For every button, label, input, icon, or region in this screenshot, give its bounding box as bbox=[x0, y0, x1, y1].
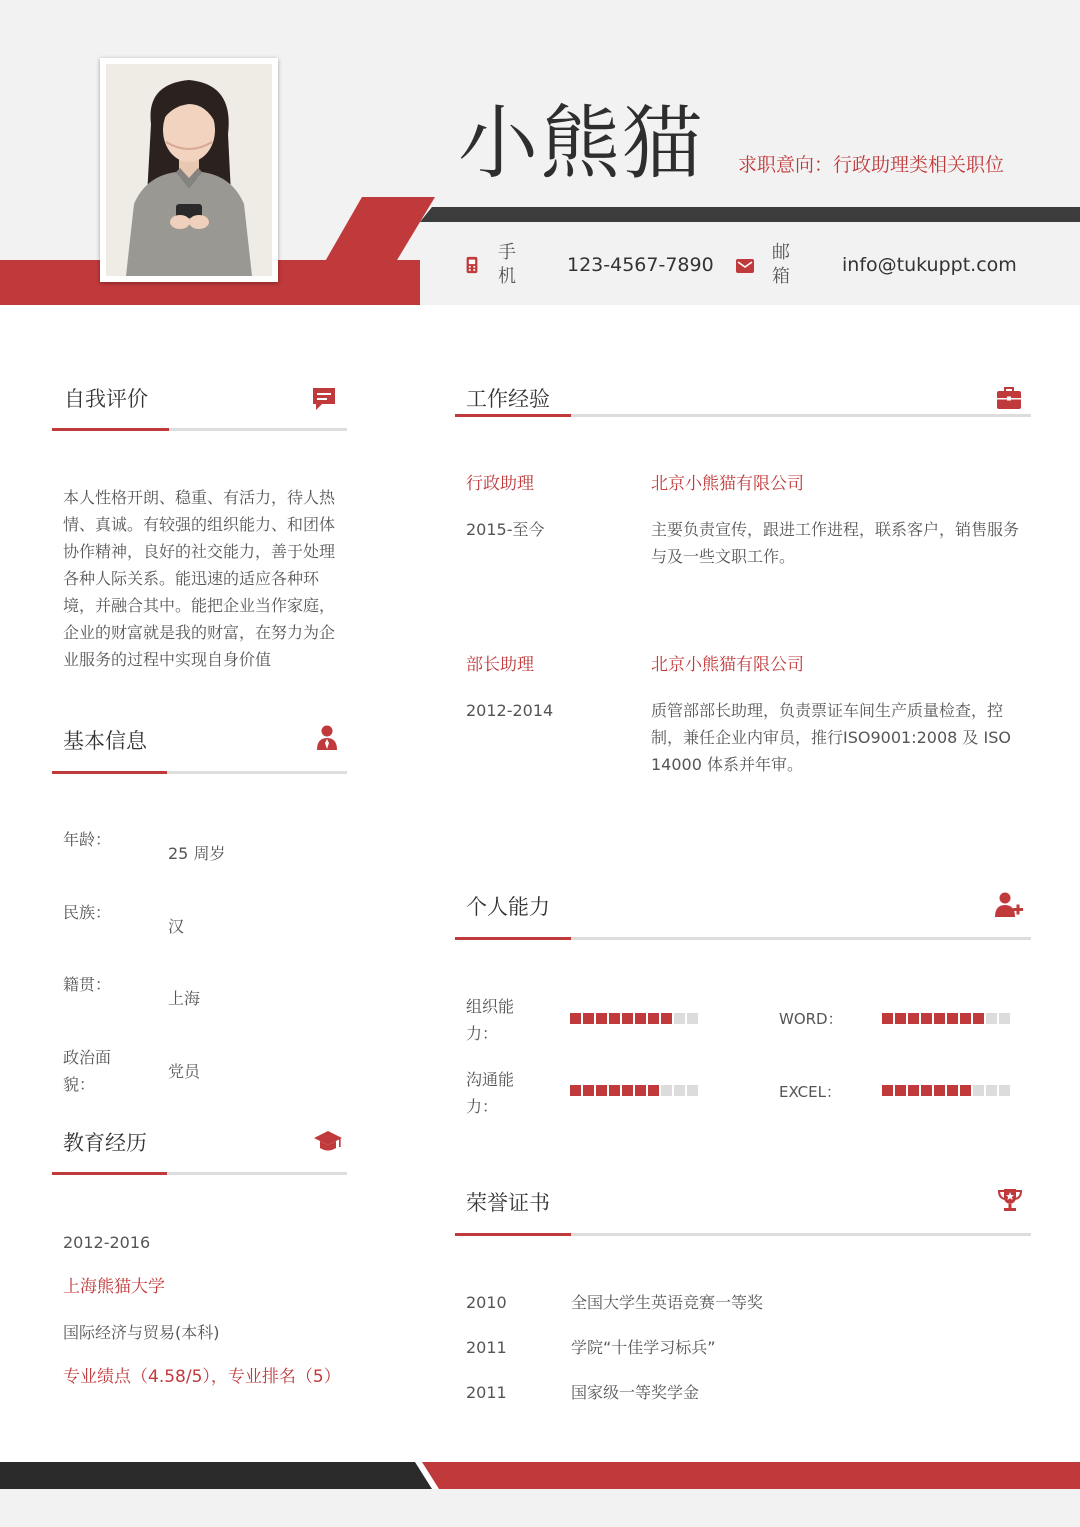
email-address: info@tukuppt.com bbox=[842, 254, 1017, 276]
skill-bar-segment bbox=[596, 1013, 607, 1024]
phone-number: 123-4567-7890 bbox=[567, 254, 714, 276]
skill-bar-segment bbox=[674, 1013, 685, 1024]
skill-bar-segment bbox=[648, 1085, 659, 1096]
skill-bar-segment bbox=[895, 1085, 906, 1096]
section-title-honors: 荣誉证书 bbox=[466, 1191, 550, 1215]
education-gpa: 专业绩点（4.58/5），专业排名（5） bbox=[63, 1367, 341, 1387]
section-title-self-eval: 自我评价 bbox=[64, 387, 148, 411]
info-label-hometown: 籍贯： bbox=[63, 975, 112, 994]
skill-bar-segment bbox=[609, 1013, 620, 1024]
skill-bar-segment bbox=[986, 1085, 997, 1096]
skill-bar-segment bbox=[570, 1013, 581, 1024]
skill-bar-segment bbox=[973, 1085, 984, 1096]
education-period: 2012-2016 bbox=[63, 1233, 151, 1252]
skill-bar-segment bbox=[908, 1013, 919, 1024]
section-divider bbox=[52, 1172, 347, 1175]
skill-bar-segment bbox=[661, 1085, 672, 1096]
skill-bar bbox=[570, 1013, 698, 1024]
portrait-illustration bbox=[106, 64, 272, 276]
profile-photo bbox=[100, 58, 278, 282]
honor-text: 国家级一等奖学金 bbox=[571, 1383, 700, 1402]
skill-bar bbox=[882, 1085, 1010, 1096]
skill-bar-segment bbox=[973, 1013, 984, 1024]
skill-name: 组织能力： bbox=[466, 997, 515, 1043]
skill-name: 沟通能力： bbox=[466, 1070, 515, 1116]
skill-bar-segment bbox=[570, 1085, 581, 1096]
section-divider bbox=[52, 428, 347, 431]
skill-name: WORD： bbox=[779, 1010, 843, 1028]
skill-bar-segment bbox=[999, 1085, 1010, 1096]
self-eval-text: 本人性格开朗、稳重、有活力，待人热情、真诚。有较强的组织能力、和团体协作精神，良好的社交能力，善于处理各种人际关系。能迅速的适应各种环境，并融合其中。能把企业当作家庭，企业的财富就是我的财富，在努力为企业服务的过程中实现自身价值 bbox=[63, 488, 336, 669]
header-dark-stripe bbox=[420, 207, 1080, 222]
user-plus-icon bbox=[994, 891, 1024, 917]
work-description: 质管部部长助理，负责票证车间生产质量检查，控制，兼任企业内审员，推行ISO9001:2008 及 ISO14000 体系并年审。 bbox=[651, 701, 1011, 774]
section-divider bbox=[455, 937, 1031, 940]
skill-bar-segment bbox=[882, 1085, 893, 1096]
briefcase-icon bbox=[996, 385, 1022, 411]
work-description: 主要负责宣传，跟进工作进程，联系客户，销售服务与及一些文职工作。 bbox=[651, 520, 1020, 566]
skill-bar-segment bbox=[661, 1013, 672, 1024]
skill-bar-segment bbox=[895, 1013, 906, 1024]
info-label-ethnicity: 民族： bbox=[63, 903, 112, 922]
honor-text: 学院“十佳学习标兵” bbox=[571, 1338, 716, 1357]
skill-bar-segment bbox=[934, 1013, 945, 1024]
skill-bar-segment bbox=[921, 1013, 932, 1024]
skill-bar-segment bbox=[635, 1085, 646, 1096]
skill-bar bbox=[570, 1085, 698, 1096]
phone-icon bbox=[464, 256, 480, 274]
section-title-work: 工作经验 bbox=[466, 387, 550, 411]
honor-year: 2011 bbox=[466, 1383, 507, 1402]
skill-bar-segment bbox=[882, 1013, 893, 1024]
skill-bar-segment bbox=[986, 1013, 997, 1024]
education-major: 国际经济与贸易(本科) bbox=[63, 1323, 220, 1342]
honor-year: 2010 bbox=[466, 1293, 507, 1312]
comment-icon bbox=[311, 386, 337, 412]
footer-red-stripe bbox=[422, 1462, 1080, 1489]
email-label: 邮箱 bbox=[772, 242, 790, 287]
work-company: 北京小熊猫有限公司 bbox=[651, 474, 804, 494]
skill-bar bbox=[882, 1013, 1010, 1024]
work-period: 2012-2014 bbox=[466, 701, 554, 720]
skill-bar-segment bbox=[999, 1013, 1010, 1024]
skill-bar-segment bbox=[947, 1085, 958, 1096]
skill-bar-segment bbox=[583, 1013, 594, 1024]
graduation-cap-icon bbox=[313, 1128, 343, 1154]
skill-bar-segment bbox=[596, 1085, 607, 1096]
info-value-hometown: 上海 bbox=[168, 989, 201, 1008]
section-title-education: 教育经历 bbox=[63, 1131, 147, 1155]
skill-name: EXCEL： bbox=[779, 1083, 841, 1101]
mail-icon bbox=[736, 259, 754, 273]
skill-bar-segment bbox=[622, 1085, 633, 1096]
skill-bar-segment bbox=[635, 1013, 646, 1024]
education-school: 上海熊猫大学 bbox=[63, 1277, 165, 1297]
skill-bar-segment bbox=[947, 1013, 958, 1024]
skill-bar-segment bbox=[960, 1085, 971, 1096]
info-value-age: 25 周岁 bbox=[168, 844, 226, 863]
work-role: 部长助理 bbox=[466, 655, 534, 675]
work-role: 行政助理 bbox=[466, 474, 534, 494]
footer-background bbox=[0, 1489, 1080, 1527]
trophy-icon bbox=[997, 1187, 1023, 1213]
section-title-basic-info: 基本信息 bbox=[63, 729, 147, 753]
phone-label: 手机 bbox=[498, 242, 516, 287]
work-company: 北京小熊猫有限公司 bbox=[651, 655, 804, 675]
info-value-political: 党员 bbox=[168, 1062, 201, 1081]
section-divider bbox=[455, 414, 1031, 417]
skill-bar-segment bbox=[921, 1085, 932, 1096]
section-title-skills: 个人能力 bbox=[466, 895, 550, 919]
honor-text: 全国大学生英语竞赛一等奖 bbox=[571, 1293, 764, 1312]
work-period: 2015-至今 bbox=[466, 520, 545, 539]
skill-bar-segment bbox=[908, 1085, 919, 1096]
skill-bar-segment bbox=[648, 1013, 659, 1024]
info-label-age: 年龄： bbox=[63, 830, 112, 849]
info-value-ethnicity: 汉 bbox=[168, 917, 185, 936]
footer-dark-stripe bbox=[0, 1462, 432, 1489]
skill-bar-segment bbox=[687, 1013, 698, 1024]
job-objective: 求职意向：行政助理类相关职位 bbox=[738, 154, 1005, 176]
skill-bar-segment bbox=[674, 1085, 685, 1096]
skill-bar-segment bbox=[609, 1085, 620, 1096]
section-divider bbox=[455, 1233, 1031, 1236]
skill-bar-segment bbox=[960, 1013, 971, 1024]
skill-bar-segment bbox=[622, 1013, 633, 1024]
skill-bar-segment bbox=[934, 1085, 945, 1096]
user-icon bbox=[314, 724, 340, 750]
info-label-political: 政治面貌： bbox=[63, 1048, 112, 1094]
section-divider bbox=[52, 771, 347, 774]
candidate-name: 小熊猫 bbox=[458, 97, 704, 190]
skill-bar-segment bbox=[583, 1085, 594, 1096]
skill-bar-segment bbox=[687, 1085, 698, 1096]
honor-year: 2011 bbox=[466, 1338, 507, 1357]
